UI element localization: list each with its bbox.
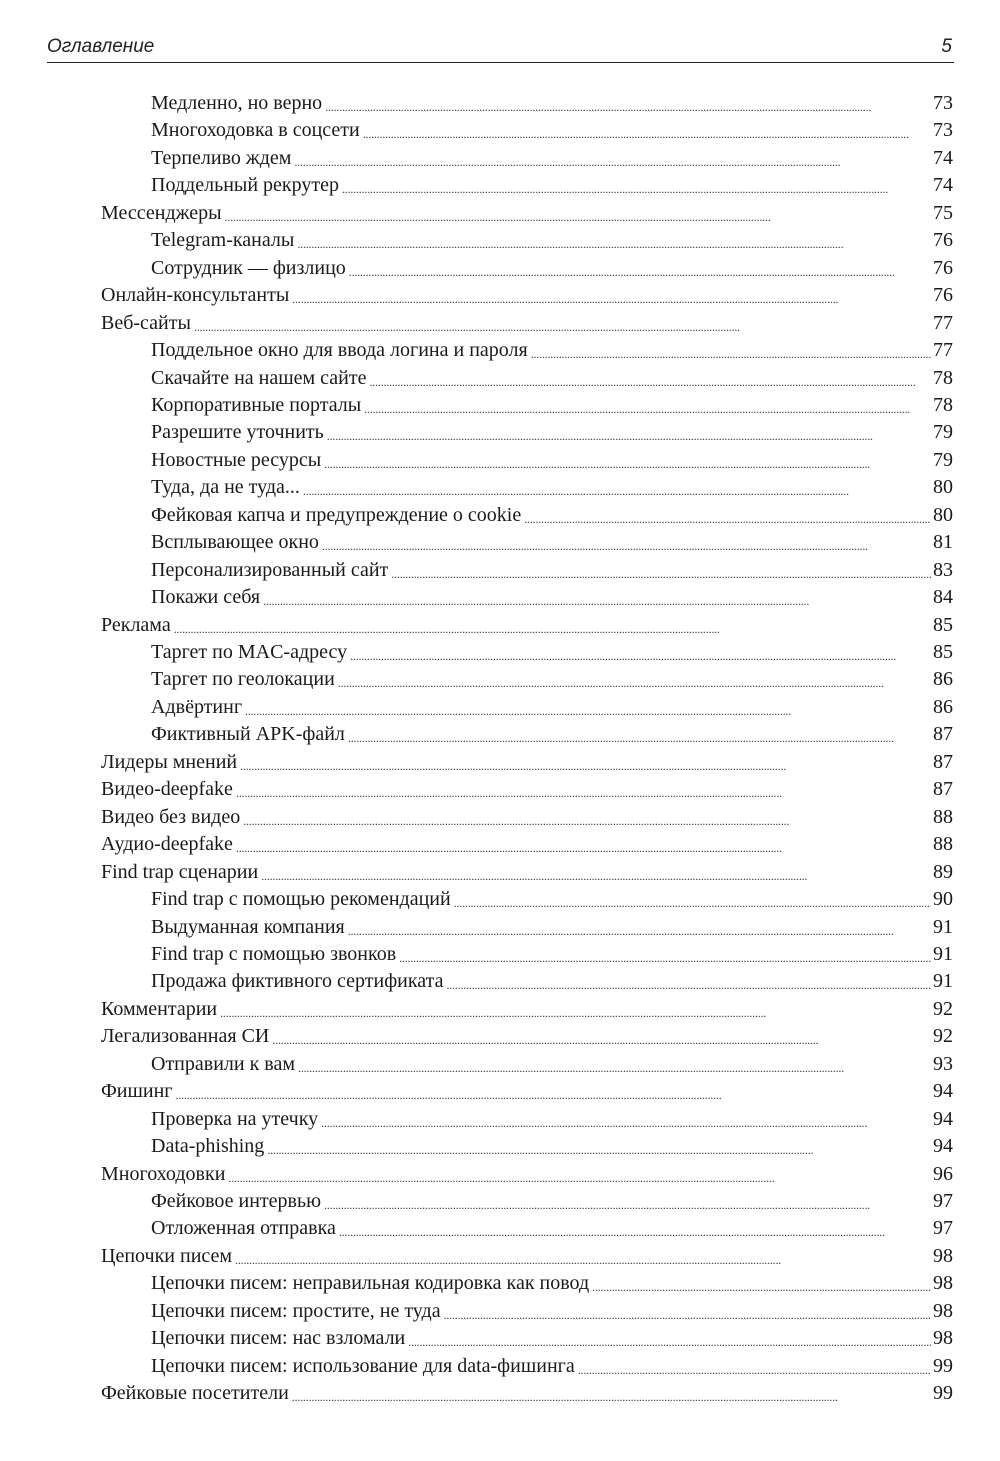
toc-entry[interactable]	[151, 117, 953, 144]
toc-entry[interactable]	[151, 914, 953, 941]
toc-entry-page: 74	[933, 174, 953, 197]
toc-entry[interactable]	[151, 1298, 953, 1325]
toc-entry-title: Поддельный рекрутер	[151, 174, 339, 197]
toc-entry[interactable]	[101, 1161, 953, 1188]
running-header	[47, 36, 954, 63]
dot-leader	[294, 145, 931, 172]
dot-leader	[243, 804, 931, 831]
dot-leader	[292, 282, 931, 309]
dot-leader	[592, 1270, 931, 1297]
toc-entry-page: 85	[933, 613, 953, 636]
toc-entry[interactable]	[151, 474, 953, 501]
toc-entry-title: Фиктивный APK-файл	[151, 723, 345, 746]
toc-entry[interactable]	[151, 172, 953, 199]
dot-leader	[324, 447, 931, 474]
toc-entry-title: Медленно, но верно	[151, 92, 323, 114]
toc-entry-page: 88	[933, 833, 953, 856]
toc-entry[interactable]	[151, 1188, 953, 1215]
dot-leader	[444, 1298, 931, 1325]
toc-entry[interactable]	[151, 1325, 953, 1352]
toc-entry[interactable]	[101, 859, 953, 886]
toc-entry-page: 92	[933, 997, 953, 1020]
toc-entry[interactable]	[151, 365, 953, 392]
toc-entry-title: Туда, да не туда...	[151, 476, 300, 499]
toc-entry-title: Адвёртинг	[151, 695, 243, 718]
toc-entry-title: Фейковое интервью	[151, 1190, 322, 1212]
toc-entry[interactable]	[151, 941, 953, 968]
dot-leader	[447, 968, 932, 995]
toc-entry-page: 98	[933, 1244, 953, 1267]
toc-entry-page: 94	[933, 1107, 953, 1130]
dot-leader	[225, 200, 931, 227]
toc-entry-page: 81	[933, 531, 953, 554]
toc-entry-page: 74	[933, 146, 953, 169]
toc-entry[interactable]	[101, 310, 953, 337]
toc-entry-page: 94	[933, 1080, 953, 1103]
dot-leader	[391, 557, 931, 584]
toc-entry[interactable]	[151, 419, 953, 446]
dot-leader	[363, 117, 931, 144]
toc-entry[interactable]	[101, 831, 953, 858]
dot-leader	[578, 1353, 931, 1380]
toc-entry-title: Реклама	[101, 613, 171, 636]
toc-entry-title: Аудио-deepfake	[101, 833, 233, 856]
toc-entry-title: Поддельное окно для ввода логина и пароля	[151, 339, 528, 362]
toc-entry-title: Цепочки писем: неправильная кодировка как повод	[151, 1272, 590, 1295]
toc-entry-title: Отложенная отправка	[151, 1217, 336, 1240]
toc-entry-title: Фейковые посетители	[101, 1382, 289, 1405]
toc-entry-page: 77	[933, 311, 953, 334]
toc-entry-title: Многоходовки	[101, 1162, 226, 1185]
toc-entry-page: 87	[933, 723, 953, 746]
dot-leader	[297, 227, 931, 254]
dot-leader	[263, 584, 931, 611]
toc-entry-title: Видео-deepfake	[101, 778, 233, 801]
toc-entry-title: Цепочки писем: использование для data-фишинга	[151, 1354, 575, 1377]
toc-entry-title: Новостные ресурсы	[151, 448, 322, 471]
toc-entry[interactable]	[101, 1380, 953, 1407]
toc-entry-title: Видео без видео	[101, 805, 241, 828]
toc-entry-page: 79	[933, 421, 953, 444]
toc-entry-page: 93	[933, 1052, 953, 1075]
toc-entry-page: 96	[933, 1162, 953, 1185]
dot-leader	[245, 694, 931, 721]
toc-entry[interactable]	[101, 749, 953, 776]
toc-entry-page: 99	[933, 1382, 953, 1405]
toc-entry-page: 91	[933, 970, 953, 993]
toc-entry-title: Data-phishing	[151, 1135, 265, 1158]
toc-entry-title: Корпоративные порталы	[151, 393, 362, 416]
dot-leader	[325, 90, 931, 117]
toc-entry[interactable]	[151, 337, 953, 364]
toc-entry-title: Продажа фиктивного сертификата	[151, 970, 444, 993]
toc-entry-title: Комментарии	[101, 997, 218, 1020]
toc-entry-page: 76	[933, 284, 953, 307]
toc-entry-page: 78	[933, 366, 953, 389]
toc-entry[interactable]	[151, 529, 953, 556]
dot-leader	[298, 1051, 931, 1078]
toc-entry-page: 85	[933, 641, 953, 663]
toc-entry-title: Терпеливо ждем	[151, 146, 292, 169]
toc-entry-title: Онлайн-консультанты	[101, 284, 290, 307]
toc-entry-page: 78	[933, 393, 953, 416]
toc-entry-page: 75	[933, 201, 953, 224]
toc-entry-title: Выдуманная компания	[151, 915, 345, 938]
dot-leader	[399, 941, 931, 968]
toc-entry-title: Веб-сайты	[101, 311, 191, 334]
dot-leader	[524, 502, 931, 529]
toc-entry-title: Всплывающее окно	[151, 531, 319, 554]
toc-entry-title: Разрешите уточнить	[151, 421, 324, 444]
dot-leader	[235, 1243, 931, 1270]
dot-leader	[342, 172, 931, 199]
toc-entry[interactable]	[151, 968, 953, 995]
toc-entry-page: 87	[933, 750, 953, 773]
toc-entry[interactable]	[101, 200, 953, 227]
toc-entry-page: 80	[933, 476, 953, 499]
toc-entry[interactable]	[101, 776, 953, 803]
toc-entry[interactable]	[151, 502, 953, 529]
toc-entry-title: Цепочки писем	[101, 1244, 233, 1267]
dot-leader	[292, 1380, 931, 1407]
dot-leader	[338, 666, 931, 693]
dot-leader	[531, 337, 931, 364]
dot-leader	[408, 1325, 931, 1352]
toc-entry[interactable]	[101, 1023, 953, 1050]
toc-entry[interactable]	[101, 996, 953, 1023]
toc-entry-page: 98	[933, 1327, 953, 1350]
section-title: Оглавление	[47, 36, 155, 57]
toc-entry-title: Сотрудник — физлицо	[151, 256, 346, 279]
toc-entry-title: Покажи себя	[151, 586, 261, 609]
toc-entry-title: Find trap с помощью рекомендаций	[151, 888, 451, 911]
toc-entry[interactable]	[151, 447, 953, 474]
dot-leader	[350, 639, 931, 666]
page-number: 5	[941, 36, 952, 57]
dot-leader	[272, 1023, 931, 1050]
dot-leader	[322, 529, 931, 556]
toc-entry-title: Find trap сценарии	[101, 860, 259, 883]
toc-entry-title: Проверка на утечку	[151, 1107, 319, 1130]
toc-entry-title: Мессенджеры	[101, 201, 222, 224]
toc-entry[interactable]	[151, 1051, 953, 1078]
toc-entry-page: 97	[933, 1190, 953, 1212]
toc-entry[interactable]	[151, 227, 953, 254]
toc-entry[interactable]	[151, 1215, 953, 1242]
toc-entry[interactable]	[151, 90, 953, 117]
dot-leader	[220, 996, 931, 1023]
dot-leader	[236, 831, 931, 858]
toc-entry[interactable]	[151, 584, 953, 611]
dot-leader	[228, 1161, 931, 1188]
dot-leader	[176, 1078, 931, 1105]
dot-leader	[321, 1106, 931, 1133]
toc-entry-title: Цепочки писем: простите, не туда	[151, 1299, 441, 1322]
toc-entry[interactable]	[101, 612, 953, 639]
toc-entry-page: 87	[933, 778, 953, 801]
toc-entry-page: 86	[933, 668, 953, 691]
toc-entry[interactable]	[151, 1270, 953, 1297]
dot-leader	[348, 721, 931, 748]
toc-entry-page: 99	[933, 1354, 953, 1377]
toc-entry[interactable]	[151, 392, 953, 419]
toc-entry-page: 76	[933, 256, 953, 279]
toc-entry-page: 77	[933, 339, 953, 362]
toc-entry-title: Цепочки писем: нас взломали	[151, 1327, 406, 1350]
dot-leader	[194, 310, 931, 337]
toc-entry-page: 84	[933, 586, 953, 609]
toc-entry-page: 98	[933, 1299, 953, 1322]
toc-entry-page: 98	[933, 1272, 953, 1295]
toc-entry-title: Фейковая капча и предупреждение о cookie	[151, 503, 522, 526]
toc-entry-title: Фишинг	[101, 1080, 173, 1103]
toc-entry-page: 91	[933, 942, 953, 965]
dot-leader	[454, 886, 931, 913]
toc-entry-title: Многоходовка в соцсети	[151, 119, 360, 142]
dot-leader	[174, 612, 931, 639]
toc-entry[interactable]	[151, 694, 953, 721]
toc-entry-title: Персонализированный сайт	[151, 558, 389, 581]
toc-entry-page: 88	[933, 805, 953, 828]
toc-entry-page: 97	[933, 1217, 953, 1240]
dot-leader	[327, 419, 931, 446]
dot-leader	[339, 1215, 931, 1242]
dot-leader	[240, 749, 931, 776]
toc-entry[interactable]	[151, 639, 953, 666]
dot-leader	[348, 914, 931, 941]
toc-entry[interactable]	[101, 1078, 953, 1105]
toc-entry-title: Find trap с помощью звонков	[151, 942, 397, 965]
toc-entry-title: Отправили к вам	[151, 1052, 296, 1075]
toc-entry[interactable]	[151, 1106, 953, 1133]
toc-entry[interactable]	[101, 282, 953, 309]
toc-entry-page: 94	[933, 1135, 953, 1158]
toc-entry-page: 73	[933, 119, 953, 142]
toc-entry-page: 86	[933, 695, 953, 718]
toc-entry[interactable]	[151, 1133, 953, 1160]
toc-entry-page: 76	[933, 229, 953, 252]
toc-entry[interactable]	[151, 666, 953, 693]
dot-leader	[267, 1133, 931, 1160]
toc-entry-title: Скачайте на нашем сайте	[151, 366, 367, 389]
toc-entry-page: 90	[933, 888, 953, 911]
toc-entry[interactable]	[151, 145, 953, 172]
toc-entry[interactable]	[151, 255, 953, 282]
toc-entry[interactable]	[101, 804, 953, 831]
toc-entry-page: 91	[933, 915, 953, 938]
dot-leader	[324, 1188, 931, 1215]
toc-entry-page: 89	[933, 860, 953, 883]
dot-leader	[236, 776, 931, 803]
toc-entry-page: 80	[933, 503, 953, 526]
toc-entry-title: Лидеры мнений	[101, 750, 238, 773]
dot-leader	[261, 859, 931, 886]
toc-entry[interactable]	[151, 886, 953, 913]
toc-entry-title: Таргет по геолокации	[151, 668, 335, 691]
dot-leader	[349, 255, 931, 282]
toc-entry[interactable]	[151, 557, 953, 584]
toc-entry-title: Telegram-каналы	[151, 229, 295, 252]
toc-entry[interactable]	[151, 1353, 953, 1380]
toc-entry-page: 92	[933, 1025, 953, 1048]
dot-leader	[370, 365, 932, 392]
toc-entry-title: Легализованная СИ	[101, 1025, 270, 1048]
toc-entry-page: 79	[933, 448, 953, 471]
toc-entry-page: 73	[933, 92, 953, 114]
toc-entry-page: 83	[933, 558, 953, 581]
dot-leader	[364, 392, 931, 419]
dot-leader	[303, 474, 931, 501]
toc-entry-title: Таргет по MAC-адресу	[151, 641, 348, 663]
toc-entry[interactable]	[101, 1243, 953, 1270]
toc-entry[interactable]	[151, 721, 953, 748]
